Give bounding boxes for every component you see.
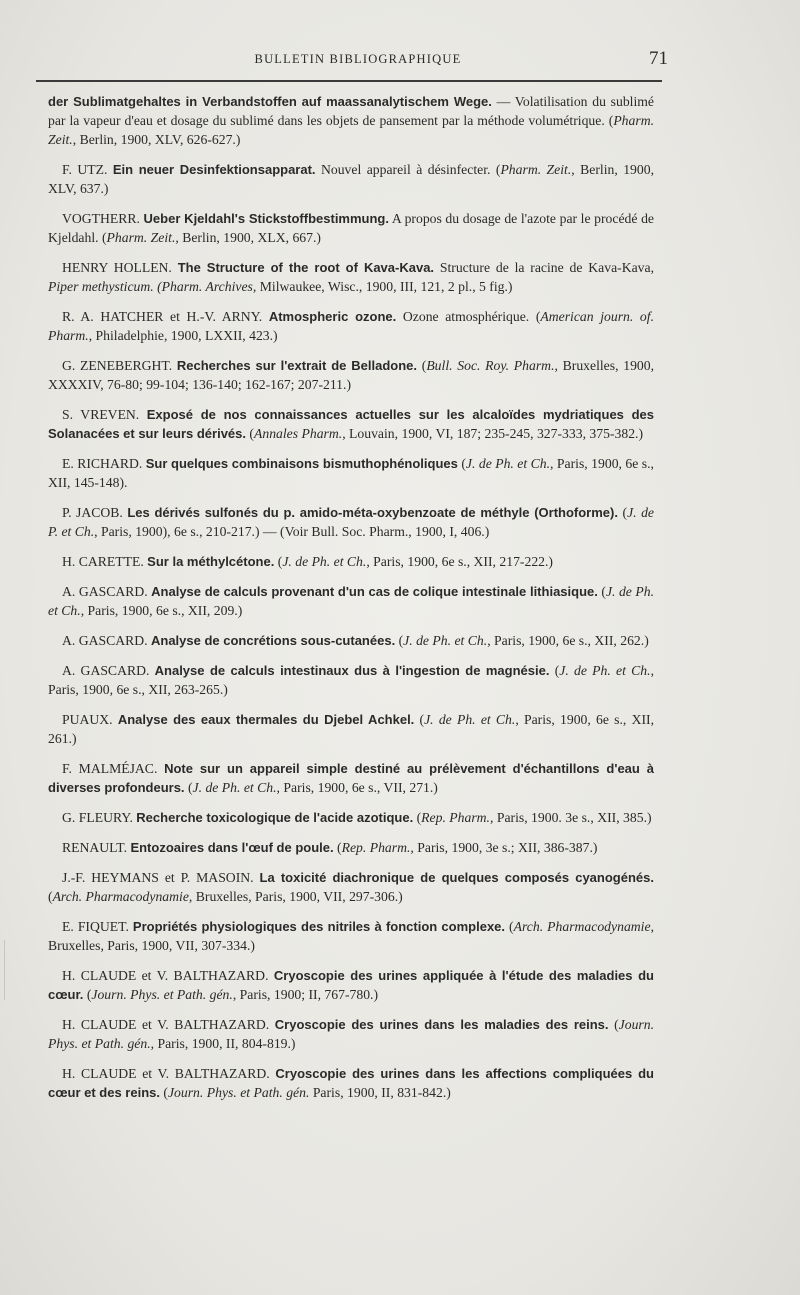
entry-author: E. FIQUET. [62,919,133,934]
entry-translation: Structure de la racine de Kava-Kava, [434,260,655,275]
entry-translation: ( [597,584,606,599]
entry-translation: ( [549,663,560,678]
bibliography-entry [48,454,654,492]
entry-author: F. MALMÉJAC. [62,761,165,776]
entry-author: G. FLEURY. [62,810,137,825]
entry-author: E. RICHARD. [62,456,146,471]
page-number: 71 [649,48,668,69]
header-rule [36,80,662,83]
entry-citation: , Paris, 1900, 6e s., XII, 263-265.) [48,663,654,697]
entry-citation: , Paris, 1900, 6e s., XII, 262.) [487,633,649,648]
entry-citation: , Paris, 1900, 6e s., VII, 271.) [276,780,438,795]
entry-translation: ( [395,633,404,648]
entry-translation: ( [413,810,422,825]
entry-citation: , Paris, 1900, 3e s.; XII, 386-387.) [410,840,598,855]
entry-citation: , Paris, 1900, 6e s., XII, 209.) [80,603,243,618]
bibliography-entry [48,552,654,571]
bibliography-entry [48,92,654,149]
entry-title: The Structure of the root of Kava-Kava. [177,260,435,275]
entry-journal: Rep. Pharm. [341,840,411,855]
entry-citation: , Paris, 1900, 6e s., XII, 217-222.) [366,554,553,569]
entry-translation: ( [457,456,466,471]
entry-title: Cryoscopie des urines dans les affections compliquées du cœur et des reins. [48,1066,654,1100]
entry-title: Note sur un appareil simple destiné au prélèvement d'échantillons d'eau à diverses profondeurs. [48,761,654,795]
entry-title: Analyse de concrétions sous-cutanées. [150,633,396,648]
bibliography-entry [48,258,654,296]
bibliography-list [48,92,654,1113]
entry-translation: ( [414,712,425,727]
entry-title: Recherches sur l'extrait de Belladone. [176,358,418,373]
entry-author: HENRY HOLLEN. [62,260,178,275]
bibliography-entry [48,868,654,906]
entry-journal: Journ. Phys. et Path. gén. [91,987,233,1002]
entry-title: Cryoscopie des urines appliquée à l'étude des maladies du cœur. [48,968,654,1002]
entry-title: Les dérivés sulfonés du p. amido-méta-oxybenzoate de méthyle (Orthoforme). [127,505,618,520]
entry-translation: Ozone atmosphérique. ( [396,309,541,324]
bibliography-entry [48,759,654,797]
entry-citation: , Paris, 1900), 6e s., 210-217.) — (Voir Bull. Soc. Pharm., 1900, I, 406.) [94,524,490,539]
entry-citation: , Berlin, 1900, XLV, 637.) [48,162,655,196]
entry-author: A. GASCARD. [62,663,155,678]
entry-citation: , Paris, 1900, 6e s., XII, 145-148). [48,456,654,490]
bibliography-entry [48,808,654,827]
entry-title: Ueber Kjeldahl's Stickstoffbestimmung. [143,211,389,226]
entry-translation: ( [608,1017,619,1032]
entry-citation: , Berlin, 1900, XLV, 626-627.) [72,132,241,147]
entry-journal: J. de Ph. et Ch. [403,633,488,648]
entry-title: Analyse de calculs provenant d'un cas de colique intestinale lithiasique. [151,584,598,599]
entry-citation: , Louvain, 1900, VI, 187; 235-245, 327-333, 375-382.) [342,426,644,441]
entry-journal: J. de P. et Ch. [48,505,655,539]
margin-mark [4,940,23,1000]
entry-journal: Pharm. Zeit. [48,113,654,147]
bibliography-entry [48,307,654,345]
bibliography-entry [48,966,654,1004]
entry-journal: J. de Ph. et Ch. [465,456,551,471]
bibliography-entry [48,356,654,394]
entry-journal: J. de Ph. et Ch. [559,663,651,678]
entry-title: Ein neuer Desinfektionsapparat. [112,162,316,177]
entry-journal: Piper methysticum. (Pharm. Archives, [48,279,257,294]
entry-translation: ( [184,780,193,795]
entry-journal: Pharm. Zeit. [106,230,176,245]
entry-citation: , Paris, 1900. 3e s., XII, 385.) [489,810,652,825]
bibliography-entry [48,209,654,247]
bibliography-entry [48,405,654,443]
entry-author: P. JACOB. [62,505,128,520]
bibliography-entry [48,838,654,857]
entry-author: VOGTHERR. [62,211,144,226]
entry-journal: J. de Ph. et Ch. [48,584,655,618]
bibliography-entry [48,160,654,198]
entry-journal: Pharm. Zeit. [500,162,572,177]
entry-title: Exposé de nos connaissances actuelles sur les alcaloïdes mydriatiques des Solanacées et sur leurs dérivés. [48,407,655,441]
entry-journal: Rep. Pharm. [421,810,490,825]
entry-title: Recherche toxicologique de l'acide azotique. [136,810,414,825]
running-title: BULLETIN BIBLIOGRAPHIQUE [254,52,462,66]
entry-translation: ( [48,889,53,904]
entry-journal: Arch. Pharmacodynamie [52,889,189,904]
entry-author: A. GASCARD. [62,633,151,648]
entry-title: Analyse de calculs intestinaux dus à l'ingestion de magnésie. [154,663,550,678]
bibliography-entry [48,1064,654,1102]
entry-translation: ( [505,919,514,934]
entry-translation: ( [617,505,628,520]
entry-citation: , Bruxelles, Paris, 1900, VII, 297-306.) [188,889,403,904]
bibliography-entry [48,503,654,541]
entry-title: Sur quelques combinaisons bismuthophénoliques [145,456,458,471]
entry-citation: , Paris, 1900, II, 804-819.) [150,1036,296,1051]
entry-translation: ( [274,554,283,569]
entry-title: der Sublimatgehaltes in Verbandstoffen auf maassanalytischem Wege. [48,94,492,109]
entry-author: G. ZENEBERGHT. [62,358,177,373]
entry-citation: Paris, 1900, II, 831-842.) [309,1085,451,1100]
entry-journal: J. de Ph. et Ch. [192,780,277,795]
entry-citation: Milwaukee, Wisc., 1900, III, 121, 2 pl., 5 fig.) [256,279,513,294]
entry-translation: ( [159,1085,168,1100]
entry-author: F. UTZ. [62,162,113,177]
entry-author: A. GASCARD. [62,584,152,599]
entry-translation: ( [246,426,254,441]
entry-title: Analyse des eaux thermales du Djebel Achkel. [117,712,415,727]
entry-author: H. CARETTE. [62,554,148,569]
bibliography-entry [48,582,654,620]
entry-journal: Annales Pharm. [253,426,343,441]
running-head [48,48,668,72]
entry-author: H. CLAUDE et V. BALTHAZARD. [62,1066,276,1081]
entry-translation: ( [83,987,92,1002]
bibliography-entry [48,710,654,748]
entry-translation: A propos du dosage de l'azote par le procédé de Kjeldahl. ( [48,211,654,245]
entry-citation: , Paris, 1900, 6e s., XII, 261.) [48,712,655,746]
bibliography-entry [48,917,654,955]
entry-title: La toxicité diachronique de quelques composés cyanogénés. [259,870,654,885]
entry-journal: Bull. Soc. Roy. Pharm. [426,358,555,373]
entry-title: Entozoaires dans l'œuf de poule. [130,840,334,855]
entry-citation: , Paris, 1900; II, 767-780.) [232,987,379,1002]
entry-title: Propriétés physiologiques des nitriles à fonction complexe. [132,919,506,934]
entry-author: S. VREVEN. [62,407,147,422]
entry-author: H. CLAUDE et V. BALTHAZARD. [62,1017,275,1032]
entry-journal: American journ. of. Pharm. [48,309,654,343]
entry-translation: — Volatilisation du sublimé par la vapeur d'eau et dosage du sublimé dans les objets de pansement par la méthode volumétrique. ( [48,94,654,128]
entry-journal: J. de Ph. et Ch. [282,554,367,569]
entry-author: R. A. HATCHER et H.-V. ARNY. [62,309,269,324]
bibliography-entry [48,661,654,699]
entry-journal: Arch. Pharmacodynamie [513,919,651,934]
entry-title: Atmospheric ozone. [268,309,397,324]
entry-author: J.-F. HEYMANS et P. MASOIN. [62,870,260,885]
entry-translation: ( [417,358,427,373]
entry-title: Sur la méthylcétone. [147,554,275,569]
entry-journal: J. de Ph. et Ch. [424,712,516,727]
entry-citation: , Bruxelles, Paris, 1900, VII, 307-334.) [48,919,654,953]
bibliography-entry [48,1015,654,1053]
entry-journal: Journ. Phys. et Path. gén. [48,1017,655,1051]
entry-translation: Nouvel appareil à désinfecter. ( [315,162,501,177]
entry-citation: , Philadelphie, 1900, LXXII, 423.) [88,328,278,343]
entry-citation: , Bruxelles, 1900, XXXXIV, 76-80; 99-104; 136-140; 162-167; 207-211.) [48,358,655,392]
entry-citation: , Berlin, 1900, XLX, 667.) [175,230,321,245]
entry-author: RENAULT. [62,840,131,855]
bibliography-entry [48,631,654,650]
entry-translation: ( [333,840,342,855]
entry-author: H. CLAUDE et V. BALTHAZARD. [62,968,274,983]
entry-journal: Journ. Phys. et Path. gén. [167,1085,310,1100]
entry-title: Cryoscopie des urines dans les maladies des reins. [274,1017,609,1032]
entry-author: PUAUX. [62,712,118,727]
